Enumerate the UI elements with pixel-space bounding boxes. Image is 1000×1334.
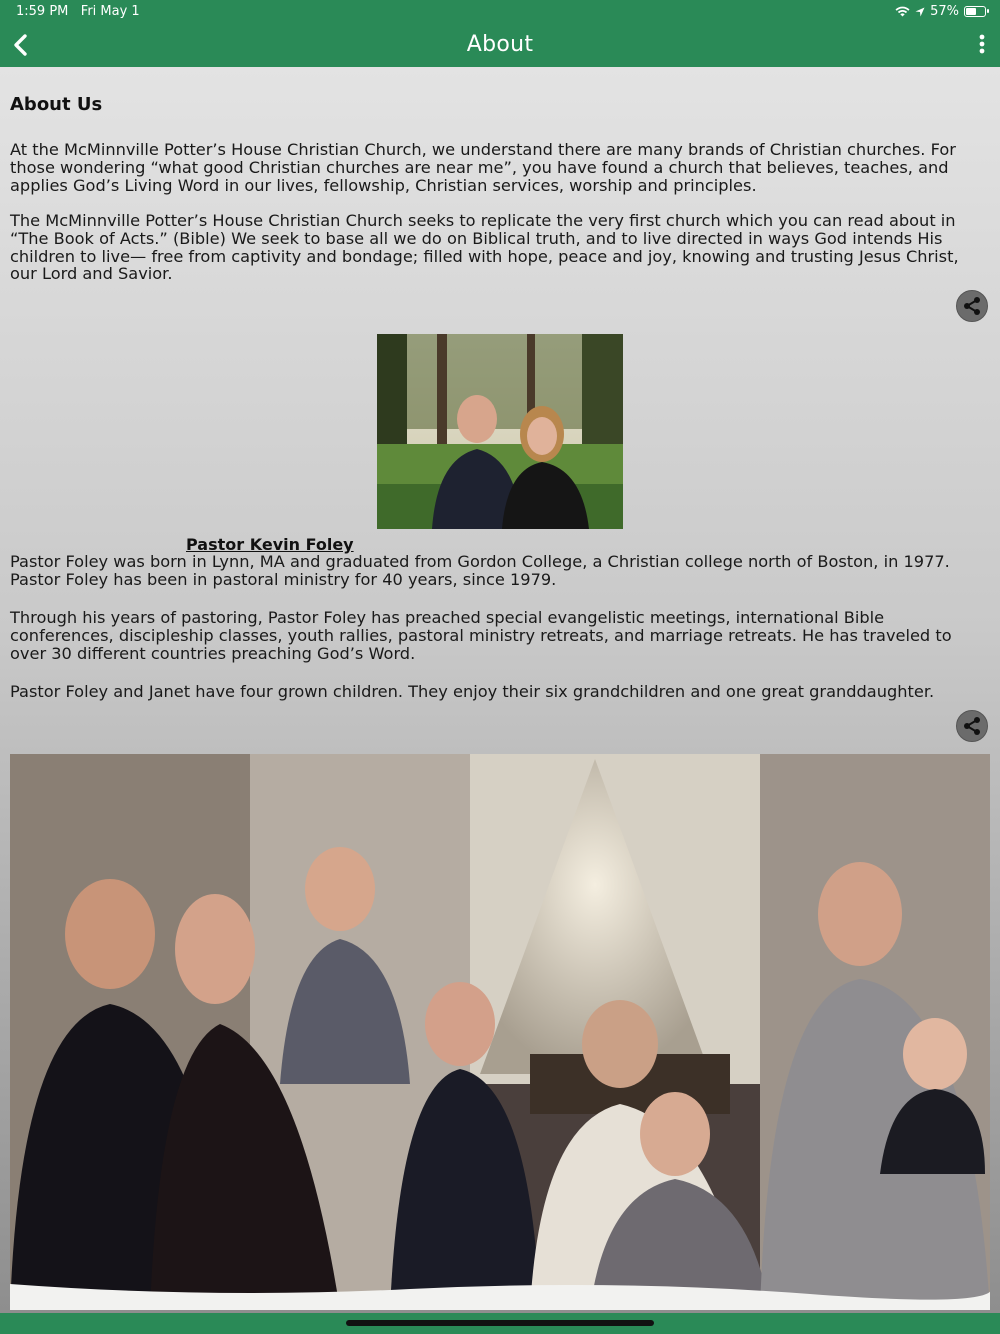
wifi-icon — [895, 6, 910, 17]
location-arrow-icon — [915, 7, 925, 17]
share-icon — [957, 291, 987, 321]
intro-paragraph-2: The McMinnville Potter’s House Christian Church seeks to replicate the very first church which you can read about in “The Book of Acts.” (Bible) We seek to base all we do on Biblical truth, and to live directed in ways God intends His children to live— free from captivity and bondage; filled with hope, peace and joy, knowing and trusting Jesus Christ, our Lord and Savior. — [10, 211, 959, 284]
home-indicator[interactable] — [346, 1320, 654, 1326]
share-icon — [957, 711, 987, 741]
pastor-paragraph-2: Through his years of pastoring, Pastor Foley has preached special evangelistic meetings, international Bible conferences, discipleship classes, youth rallies, pastoral ministry retreats, and marriage retreats. He has traveled to over 30 different countries preaching God’s Word. — [10, 608, 952, 663]
vertical-dots-icon — [980, 35, 985, 54]
intro-paragraph-1: At the McMinnville Potter’s House Christian Church, we understand there are many brands of Christian churches. For those wondering “what good Christian churches are near me”, you have found a church that believes, teaches, and applies God’s Living Word in our lives, fellowship, Christian services, worship and principles. — [10, 140, 956, 195]
status-indicators — [895, 4, 986, 19]
more-options-button[interactable] — [976, 34, 988, 56]
section-heading: About Us — [10, 94, 103, 115]
share-button[interactable] — [956, 290, 988, 322]
battery-icon — [964, 6, 986, 17]
pastor-couple-photo — [377, 334, 623, 529]
pastor-paragraph-3: Pastor Foley and Janet have four grown children. They enjoy their six grandchildren and one great granddaughter. — [10, 682, 935, 701]
pastor-name[interactable]: Pastor Kevin Foley — [186, 535, 354, 554]
pastor-couple-image — [377, 334, 623, 529]
page-title: About — [466, 32, 534, 57]
battery-level-fill — [966, 8, 976, 15]
family-photo — [10, 754, 990, 1310]
pastor-paragraph-1: Pastor Foley was born in Lynn, MA and graduated from Gordon College, a Christian college north of Boston, in 1977. Pastor Foley has been in pastoral ministry for 40 years, since 1979. — [10, 552, 950, 589]
content-area[interactable] — [0, 67, 1000, 1313]
share-button[interactable] — [956, 710, 988, 742]
status-time — [16, 4, 140, 19]
status-date-text: Fri May 1 — [80, 4, 140, 19]
top-bar — [0, 0, 1000, 67]
status-time-text: 1:59 PM — [16, 4, 69, 19]
battery-percent: 57% — [930, 4, 959, 19]
family-image — [10, 754, 990, 1310]
